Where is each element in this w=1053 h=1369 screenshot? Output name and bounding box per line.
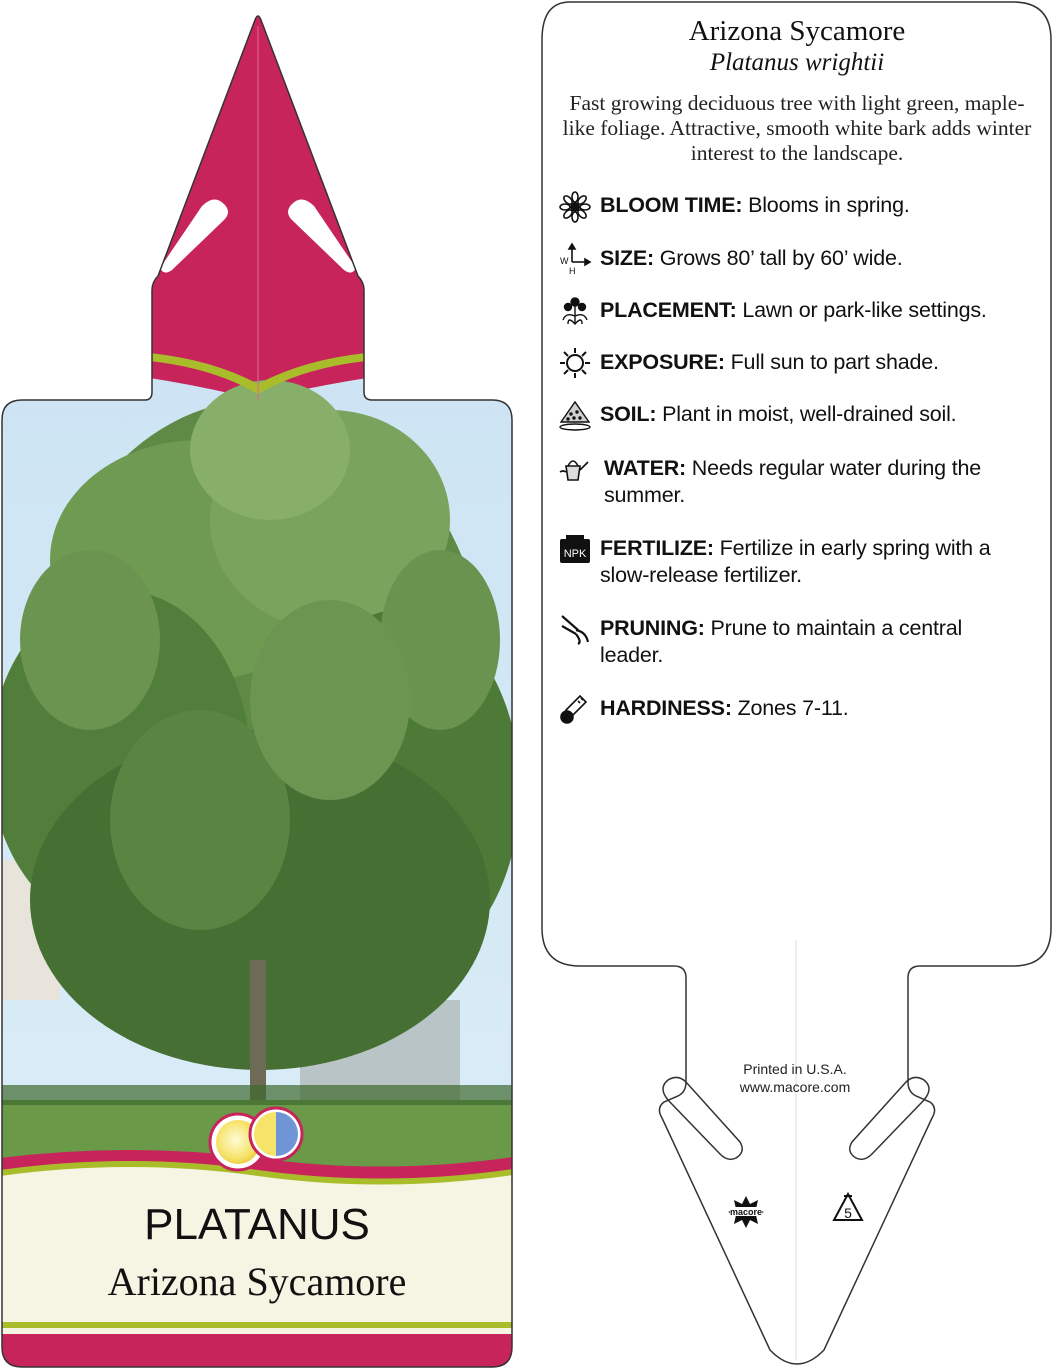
care-water: WATER: Needs regular water during the summer. xyxy=(604,456,981,507)
back-title: Arizona Sycamore xyxy=(688,15,906,47)
website-url: www.macore.com xyxy=(739,1079,851,1095)
garden-plants-icon xyxy=(558,294,592,328)
care-bloom-time: BLOOM TIME: Blooms in spring. xyxy=(600,193,910,217)
care-hardiness: HARDINESS: Zones 7-11. xyxy=(600,696,849,720)
care-pruning: PRUNING: Prune to maintain a central leader. xyxy=(600,616,963,667)
svg-text:5: 5 xyxy=(844,1205,852,1221)
svg-text:macore: macore xyxy=(729,1207,763,1217)
printed-in-usa: Printed in U.S.A. www.macore.com xyxy=(700,1060,890,1096)
svg-text:W: W xyxy=(560,256,569,266)
svg-text:NPK: NPK xyxy=(563,548,587,560)
bottom-green-line xyxy=(0,1322,520,1328)
part-shade-icon xyxy=(250,1108,302,1160)
sun-outline-icon xyxy=(558,346,592,380)
hedge xyxy=(0,1085,520,1105)
pruning-shears-icon xyxy=(558,612,592,646)
genus-name: PLATANUS xyxy=(144,1200,370,1249)
care-size: SIZE: Grows 80’ tall by 60’ wide. xyxy=(600,246,903,270)
front-tag xyxy=(0,0,520,1369)
latin-name: Platanus wrightii xyxy=(709,49,885,76)
care-placement: PLACEMENT: Lawn or park-like settings. xyxy=(600,298,987,322)
care-soil: SOIL: Plant in moist, well-drained soil. xyxy=(600,402,957,426)
fertilizer-box-icon xyxy=(558,533,592,567)
care-fertilize: FERTILIZE: Fertilize in early spring with a slow-release fertilizer. xyxy=(600,536,991,587)
svg-text:H: H xyxy=(569,266,576,276)
name-panel xyxy=(0,1167,520,1336)
soil-pile-icon xyxy=(558,398,592,432)
care-exposure: EXPOSURE: Full sun to part shade. xyxy=(600,350,939,374)
watering-can-icon xyxy=(558,452,592,486)
common-name: Arizona Sycamore xyxy=(107,1259,407,1304)
bottom-magenta-strip xyxy=(0,1334,520,1369)
tag-top-magenta xyxy=(0,0,520,420)
size-arrows-icon xyxy=(558,242,592,276)
flower-icon xyxy=(558,190,592,224)
thermometer-icon xyxy=(558,692,592,726)
plant-description: Fast growing deciduous tree with light green, maple-like foliage. Attractive, smooth white bark adds winter interest to the landscape. xyxy=(562,91,1032,165)
